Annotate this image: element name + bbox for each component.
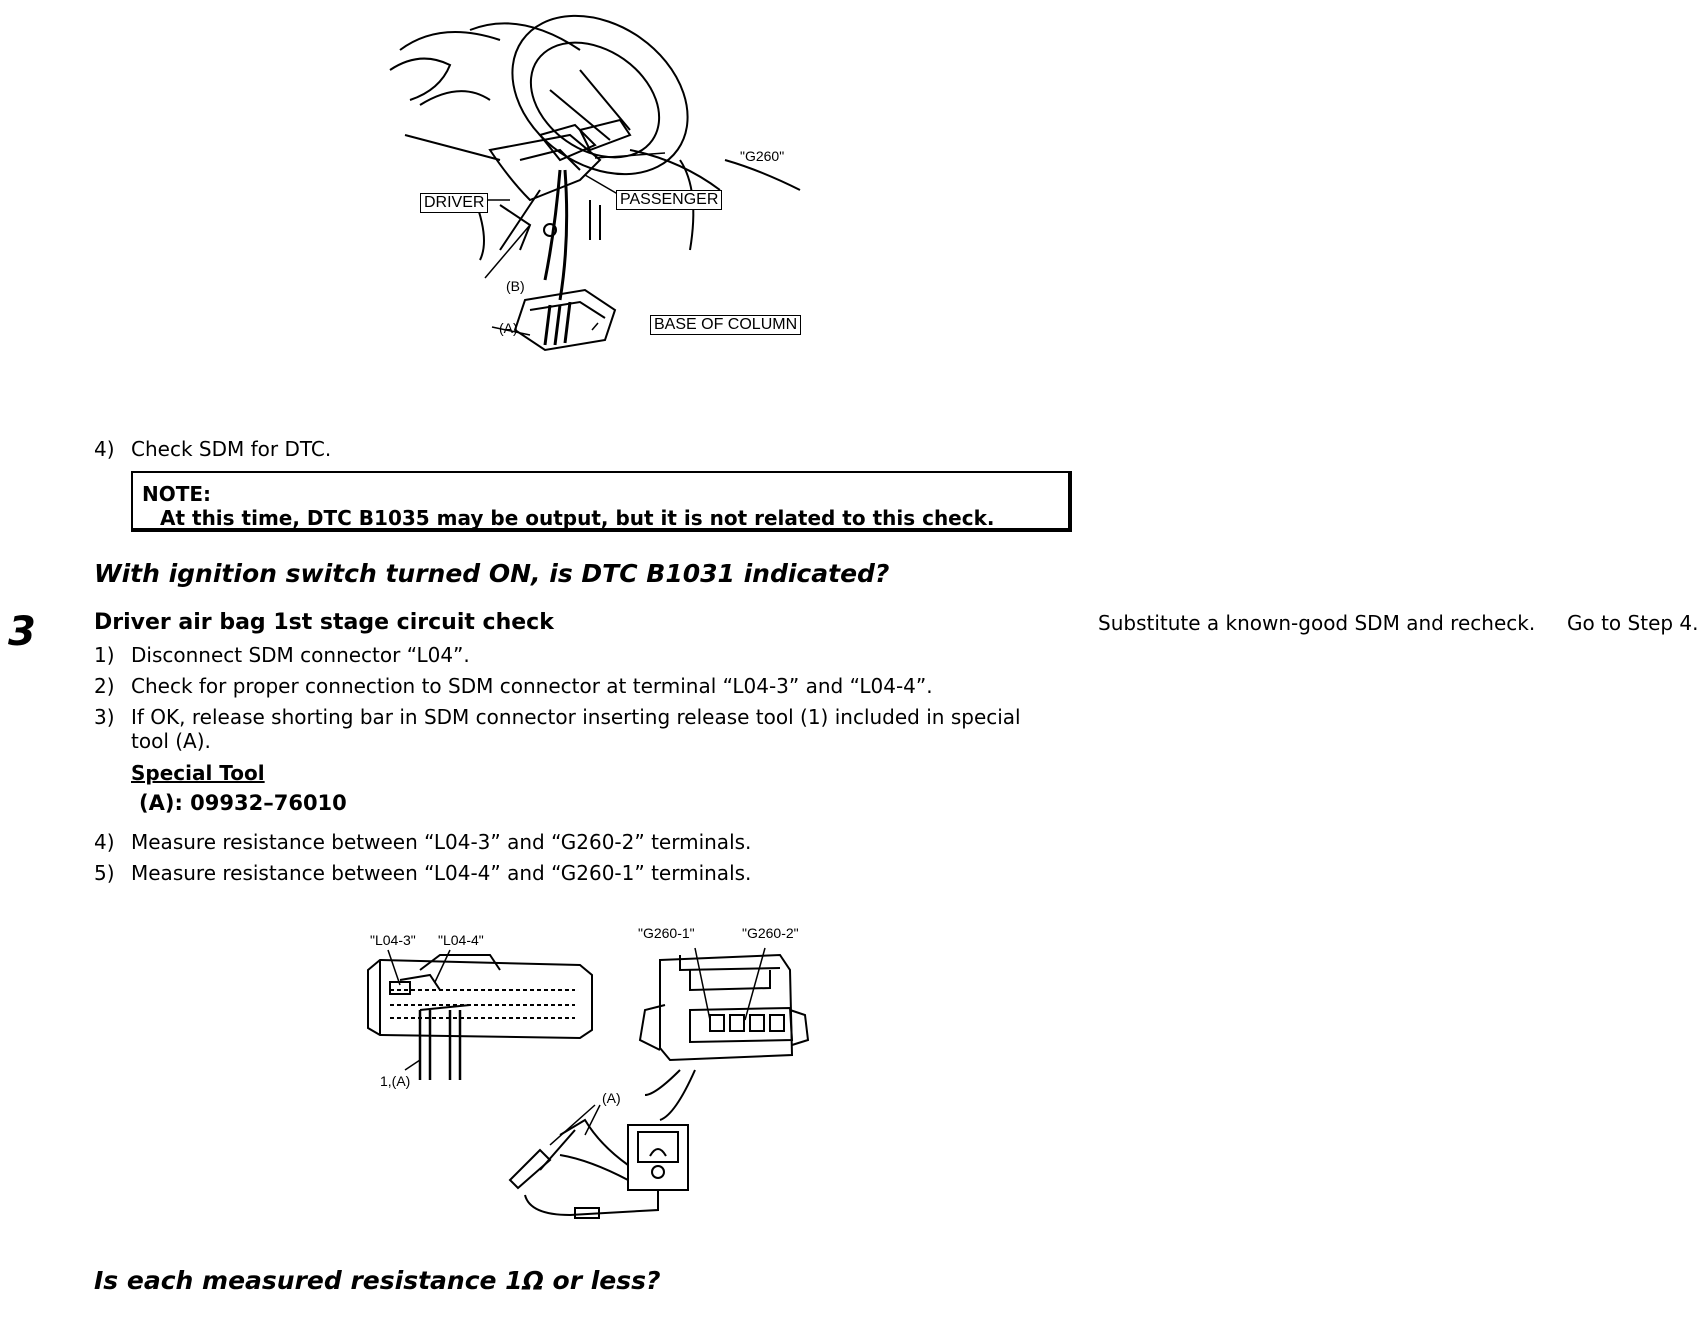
label-g260: "G260": [740, 148, 785, 164]
step3-question: Is each measured resistance 1Ω or less?: [94, 1266, 661, 1295]
label-passenger: PASSENGER: [616, 190, 722, 210]
connectors-drawing: [360, 910, 860, 1230]
label-tool: 1,(A): [380, 1073, 411, 1089]
step2-item4-text: Check SDM for DTC.: [131, 437, 332, 461]
note-box: [131, 471, 1072, 532]
step3-yes-action: Substitute a known-good SDM and recheck.: [1098, 611, 1536, 635]
label-base-of-column: BASE OF COLUMN: [650, 315, 801, 335]
label-l04-3: "L04-3": [370, 932, 416, 948]
step2-item4-number: 4): [94, 437, 115, 461]
step3-item2-number: 2): [94, 674, 115, 698]
note-title: NOTE:: [142, 482, 212, 506]
note-text: At this time, DTC B1035 may be output, but it is not related to this check.: [160, 506, 995, 530]
step3-item2-text: Check for proper connection to SDM connector at terminal “L04-3” and “L04-4”.: [131, 674, 933, 698]
step3-item3-text-cont: tool (A).: [131, 729, 211, 753]
label-driver: DRIVER: [420, 193, 488, 213]
label-b: (B): [506, 278, 525, 294]
label-l04-4: "L04-4": [438, 932, 484, 948]
step3-item5-text: Measure resistance between “L04-4” and “G260-1” terminals.: [131, 861, 752, 885]
step2-question: With ignition switch turned ON, is DTC B1031 indicated?: [94, 559, 890, 588]
step3-number: 3: [8, 609, 36, 655]
figure-steering-column: [380, 10, 830, 370]
step3-no-action: Go to Step 4.: [1567, 611, 1699, 635]
step3-item3-number: 3): [94, 705, 115, 729]
step3-title: Driver air bag 1st stage circuit check: [94, 610, 554, 635]
label-g260-1: "G260-1": [638, 925, 695, 941]
special-tool-heading: Special Tool: [131, 761, 265, 785]
special-tool-value: (A): 09932–76010: [139, 791, 347, 815]
figure-connectors-ohmmeter: [360, 910, 860, 1230]
step3-item1-number: 1): [94, 643, 115, 667]
step3-item3-text: If OK, release shorting bar in SDM connector inserting release tool (1) included in special: [131, 705, 1021, 729]
label-a: (A): [499, 320, 518, 336]
step3-item1-text: Disconnect SDM connector “L04”.: [131, 643, 470, 667]
step3-item5-number: 5): [94, 861, 115, 885]
step3-item4-number: 4): [94, 830, 115, 854]
step3-item4-text: Measure resistance between “L04-3” and “G260-2” terminals.: [131, 830, 752, 854]
label-probe-a: (A): [602, 1090, 621, 1106]
label-g260-2: "G260-2": [742, 925, 799, 941]
